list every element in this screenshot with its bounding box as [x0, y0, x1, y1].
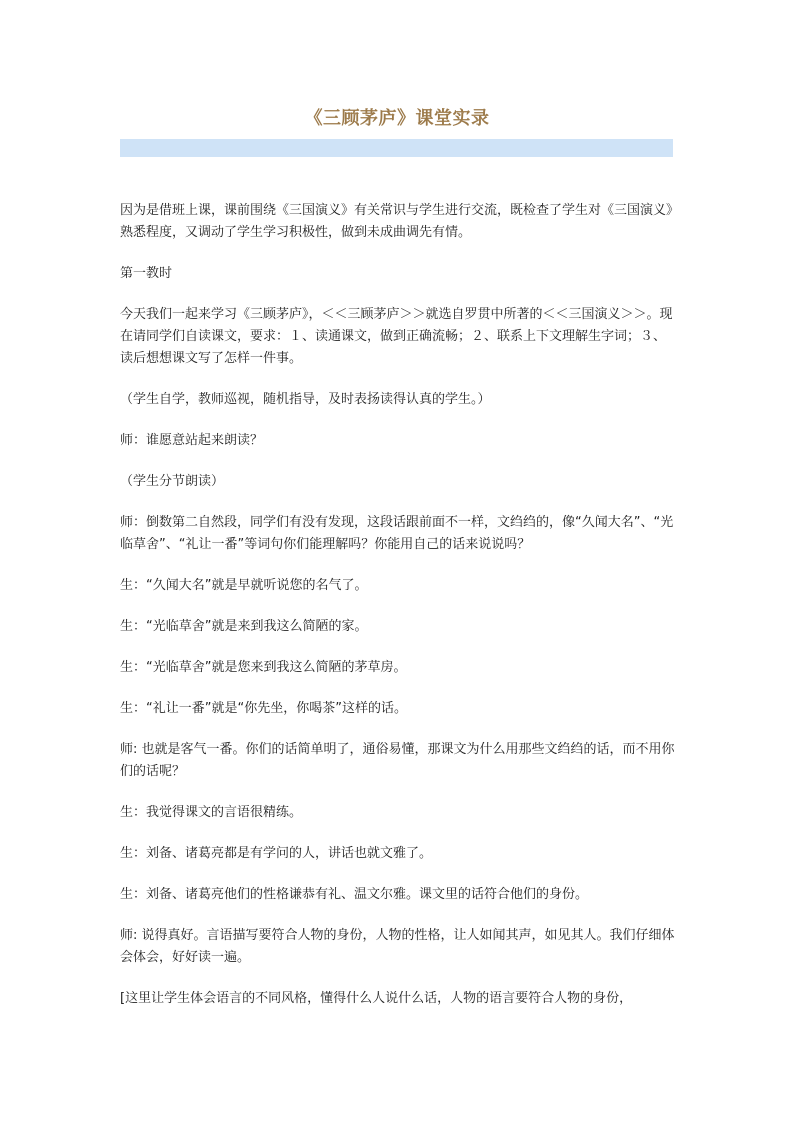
paragraph: [这里让学生体会语言的不同风格，懂得什么人说什么话，人物的语言要符合人物的身份，	[120, 991, 633, 1006]
paragraph: 师: 也就是客气一番。你们的话简单明了，通俗易懂，那课文为什么用那些文绉绉的话，而不用你们的话呢？	[120, 742, 675, 779]
paragraph: 师：谁愿意站起来朗读？	[120, 433, 264, 448]
title-divider-bar	[120, 139, 673, 157]
paragraph: 生：“礼让一番”就是“你先坐，你喝茶”这样的话。	[120, 701, 407, 716]
paragraph: 生：“光临草舍”就是来到我这么简陋的家。	[120, 619, 368, 634]
paragraph: 生：“光临草舍”就是您来到我这么简陋的茅草房。	[120, 660, 407, 675]
paragraph: 生：刘备、诸葛亮都是有学问的人，讲话也就文雅了。	[120, 846, 433, 861]
paragraph: （学生自学，教师巡视，随机指导，及时表扬读得认真的学生。）	[120, 392, 491, 407]
paragraph: （学生分节朗读）	[120, 474, 225, 489]
paragraph-intro: 因为是借班上课，课前围绕《三国演义》有关常识与学生进行交流，既检查了学生对《三国演义》熟悉程度，又调动了学生学习积极性，做到未成曲调先有情。	[120, 203, 673, 240]
paragraph: 生：刘备、诸葛亮他们的性格谦恭有礼、温文尔雅。课文里的话符合他们的身份。	[120, 887, 589, 902]
document-title: 《三顾茅庐》课堂实录	[304, 108, 490, 129]
paragraph: 师: 说得真好。言语描写要符合人物的身份，人物的性格，让人如闻其声，如见其人。我们仔细体会体会，好好读一遍。	[120, 928, 675, 965]
section-heading: 第一教时	[120, 266, 173, 281]
paragraph: 师：倒数第二自然段，同学们有没有发现，这段话跟前面不一样，文绉绉的，像“久闻大名”、“光临草舍”、“礼让一番”等词句你们能理解吗？你能用自己的话来说说吗？	[120, 515, 674, 552]
document-body	[120, 200, 675, 1029]
paragraph: 今天我们一起来学习《三顾茅庐》，＜＜三顾茅庐＞＞就选自罗贯中所著的＜＜三国演义＞＞。现在请同学们自读课文，要求：１、读通课文，做到正确流畅；２、联系上下文理解生字词；３、读后想想课文写了怎样一件事。	[120, 307, 673, 366]
paragraph: 生：“久闻大名”就是早就听说您的名气了。	[120, 578, 368, 593]
paragraph: 生：我觉得课文的言语很精练。	[120, 805, 303, 820]
